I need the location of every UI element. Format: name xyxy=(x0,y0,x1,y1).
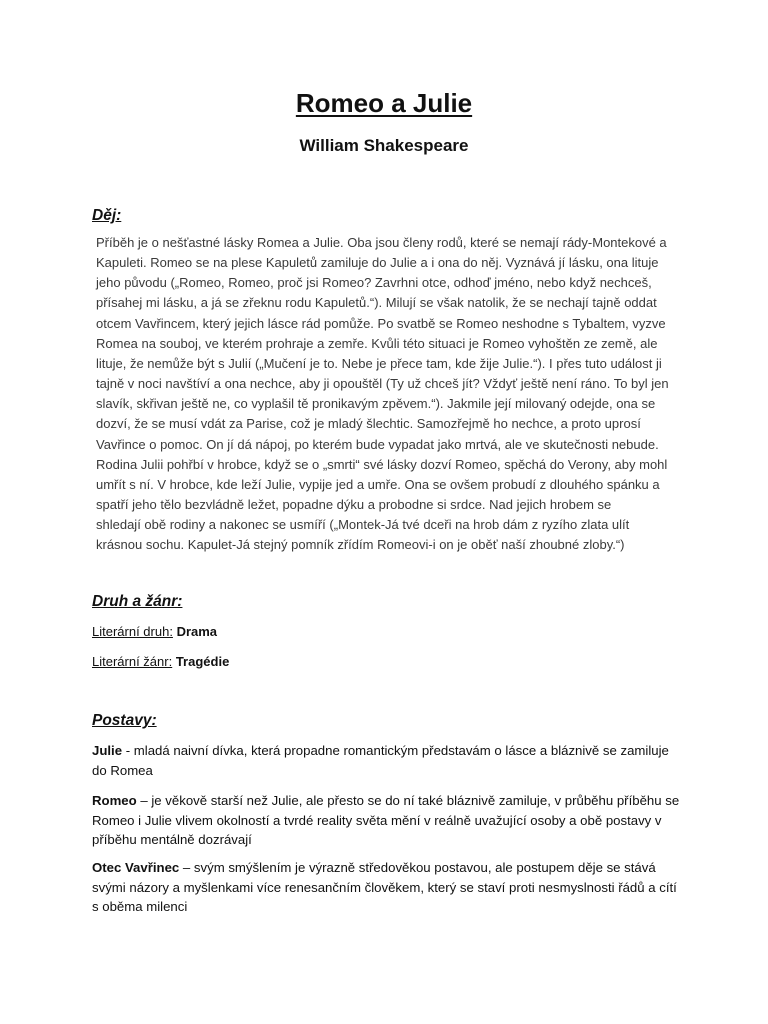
literary-type-value: Drama xyxy=(176,624,218,639)
literary-genre-value: Tragédie xyxy=(175,654,230,669)
plot-heading: Děj: xyxy=(92,207,122,224)
character-name: Julie xyxy=(92,743,123,758)
plot-line: shledají obě rodiny a nakonec se usmíří („Montek-Já tvé dceři na hrob dám z ryzího zlata ulít xyxy=(96,517,630,533)
character-description: – svým smýšlením je výrazně středověkou postavou, ale postupem děje se stává svými názory a myšlenkami více renesančním člověkem, který se staví proti nesmyslnosti řádů a cítí s oběma milenci xyxy=(92,860,677,914)
characters-heading: Postavy: xyxy=(92,712,157,729)
character-entry-otec-vavrinec xyxy=(92,858,682,917)
character-description: - mladá naivní dívka, která propadne romantickým představám o lásce a bláznivě se zamiluje do Romea xyxy=(92,743,669,778)
plot-line: Rodina Julii pohřbí v hrobce, když se o „smrti“ své lásky dozví Romeo, spěchá do Verony, aby mohl xyxy=(96,456,668,472)
plot-line: jeho původu („Romeo, Romeo, proč jsi Romeo? Zavrhni otce, odhoď jméno, nebo když nechceš, xyxy=(96,275,652,291)
genre-heading: Druh a žánr: xyxy=(92,593,183,610)
plot-line: spatří jeho tělo bezvládně ležet, popadne dýku a probodne si srdce. Nad jejich hrobem se xyxy=(96,497,612,513)
plot-paragraph xyxy=(96,233,722,556)
plot-line: tajně v noci navštíví a ona nechce, aby ji opouštěl (Ty už chceš jít? Vždyť ještě není ráno. To byl jen xyxy=(96,376,669,392)
literary-type-row xyxy=(92,624,217,639)
literary-genre-row xyxy=(92,654,229,669)
plot-line: umřít s ní. V hrobce, kde leží Julie, vypije jed a umře. Ona se ovšem probudí z dlouhého spánku a xyxy=(96,476,660,492)
plot-line: Příběh je o nešťastné lásky Romea a Julie. Oba jsou členy rodů, které se nemají rády-Montekové a xyxy=(96,235,667,250)
plot-line: slavík, skřivan ještě ne, co vyplašil tě pronikavým zpěvem.“). Jakmile její milovaný odejde, ona se xyxy=(96,396,656,412)
plot-line: přísahej mi lásku, a já se zřeknu rodu Kapuletů.“). Milují se však natolik, že se nechají tajně oddat xyxy=(96,295,657,311)
literary-genre-label: Literární žánr: xyxy=(92,654,173,669)
literary-type-label: Literární druh: xyxy=(92,624,173,639)
plot-line: Romea na souboj, ve kterém prohraje a zemře. Kvůli této situaci je Romeo vyhoštěn ze země, ale xyxy=(96,335,658,351)
character-description: – je věkově starší než Julie, ale přesto se do ní také bláznivě zamiluje, v průběhu příběhu se Romeo i Julie vlivem okolností a tvrdé reality světa mění v reálně uvažující osoby a obě postavy v příběhu mentálně dozrávají xyxy=(92,793,680,847)
character-entry-julie xyxy=(92,741,682,780)
character-entry-romeo xyxy=(92,791,682,850)
plot-line: Kapuleti. Romeo se na plese Kapuletů zamiluje do Julie a i ona do něj. Vyznává jí lásku, ona lituje xyxy=(96,255,659,271)
character-name: Otec Vavřinec xyxy=(92,860,180,875)
character-name: Romeo xyxy=(92,793,137,808)
plot-line: lituje, že nemůže být s Julií („Mučení je to. Nebe je přece tam, kde žije Julie.“). I přes tuto událost ji xyxy=(96,355,662,371)
plot-line: dozví, že se musí vdát za Parise, což je mladý šlechtic. Samozřejmě ho nechce, a proto uprosí xyxy=(96,416,641,432)
plot-line: Vavřince o pomoc. On jí dá nápoj, po kterém bude vypadat jako mrtvá, ale ve skutečnosti nebude. xyxy=(96,436,659,452)
document-title: Romeo a Julie xyxy=(295,88,473,118)
document-author: William Shakespeare xyxy=(299,136,469,155)
plot-line: krásnou sochu. Kapulet-Já stejný pomník zřídím Romeovi-i on je oběť naší zhoubné zloby.“) xyxy=(96,537,625,553)
plot-line: otcem Vavřincem, který jejich lásce rád pomůže. Po svatbě se Romeo neshodne s Tybaltem, vyzve xyxy=(96,315,666,331)
